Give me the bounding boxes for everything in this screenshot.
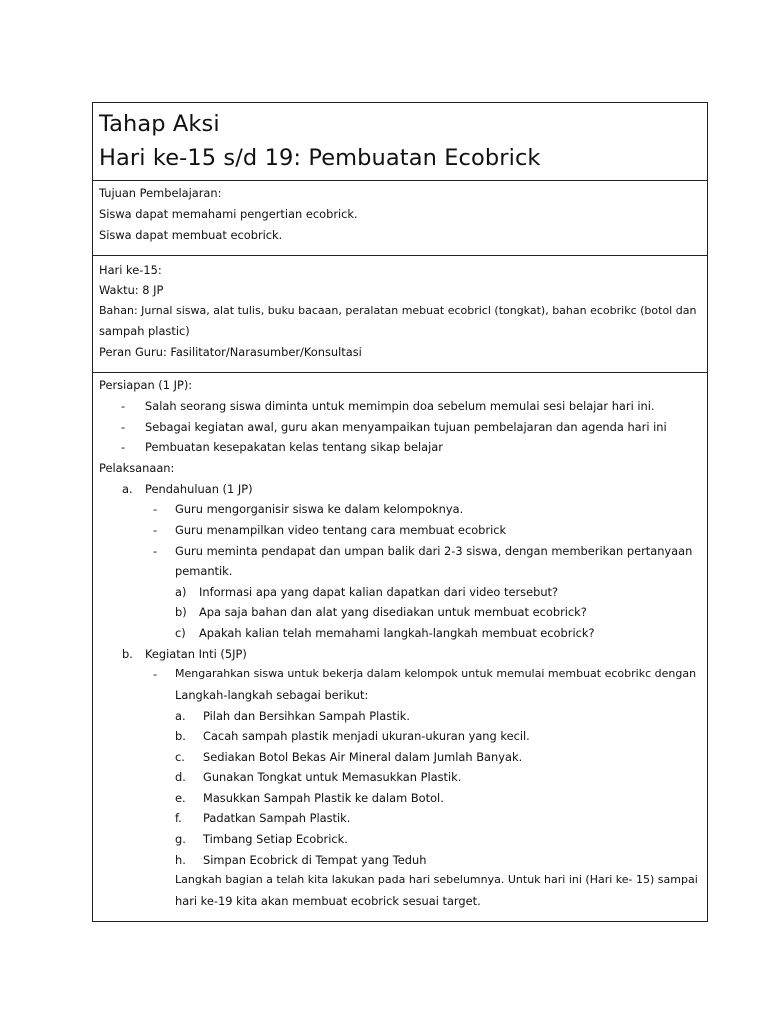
step-item: Timbang Setiap Ecobrick. (203, 832, 348, 846)
prep-item: Salah seorang siswa diminta untuk memimpin doa sebelum memulai sesi belajar hari ini. (145, 399, 655, 413)
list-marker: a. (122, 482, 133, 496)
intro-heading: Pendahuluan (1 JP) (145, 482, 253, 496)
bullet-dash: - (153, 667, 158, 681)
question-marker: c) (175, 626, 186, 640)
prep-item: Pembuatan kesepakatan kelas tentang sikap belajar (145, 440, 443, 454)
objective-item: Siswa dapat membuat ecobrick. (99, 228, 283, 242)
header-section (93, 103, 707, 181)
step-marker: c. (175, 750, 185, 764)
objective-item: Siswa dapat memahami pengertian ecobrick. (99, 207, 358, 221)
bullet-dash: - (121, 440, 126, 454)
intro-item: Guru mengorganisir siswa ke dalam kelompoknya. (175, 502, 464, 516)
stage-title: Tahap Aksi (99, 111, 220, 137)
step-item: Sediakan Botol Bekas Air Mineral dalam Jumlah Banyak. (203, 750, 523, 764)
bullet-dash: - (153, 544, 158, 558)
core-heading: Kegiatan Inti (5JP) (145, 647, 247, 661)
step-item: Gunakan Tongkat untuk Memasukkan Plastik. (203, 770, 462, 784)
step-item: Masukkan Sampah Plastik ke dalam Botol. (203, 791, 444, 805)
intro-item-cont: pemantik. (175, 564, 233, 578)
bullet-dash: - (153, 523, 158, 537)
question-item: Apakah kalian telah memahami langkah-langkah membuat ecobrick? (199, 626, 595, 640)
closing-note-cont: hari ke-19 kita akan membuat ecobrick sesuai target. (175, 894, 481, 908)
prep-heading: Persiapan (1 JP): (99, 378, 193, 392)
step-item: Padatkan Sampah Plastik. (203, 811, 351, 825)
step-marker: f. (175, 811, 182, 825)
day-label: Hari ke-15: (99, 263, 162, 277)
step-marker: b. (175, 729, 186, 743)
objectives-heading: Tujuan Pembelajaran: (99, 186, 222, 200)
step-marker: g. (175, 832, 186, 846)
prep-item: Sebagai kegiatan awal, guru akan menyampaikan tujuan pembelajaran dan agenda hari ini (145, 420, 667, 434)
step-marker: a. (175, 709, 186, 723)
day-range-title: Hari ke-15 s/d 19: Pembuatan Ecobrick (99, 145, 541, 171)
bullet-dash: - (121, 420, 126, 434)
materials-line: Bahan: Jurnal siswa, alat tulis, buku bacaan, peralatan mebuat ecobricl (tongkat), bahan ecobrikc (botol dan (99, 304, 697, 317)
activities-section (93, 373, 707, 923)
info-section (93, 256, 707, 373)
question-marker: a) (175, 585, 187, 599)
materials-line-cont: sampah plastic) (99, 324, 190, 338)
question-item: Informasi apa yang dapat kalian dapatkan dari video tersebut? (199, 585, 559, 599)
step-marker: e. (175, 791, 186, 805)
step-marker: d. (175, 770, 186, 784)
core-item: Mengarahkan siswa untuk bekerja dalam kelompok untuk memulai membuat ecobrikc dengan (175, 667, 697, 680)
step-item: Pilah dan Bersihkan Sampah Plastik. (203, 709, 411, 723)
lesson-plan-table (92, 102, 708, 922)
bullet-dash: - (121, 399, 126, 413)
core-item-cont: Langkah-langkah sebagai berikut: (175, 688, 369, 702)
list-marker: b. (122, 647, 133, 661)
teacher-role: Peran Guru: Fasilitator/Narasumber/Konsultasi (99, 345, 362, 359)
objectives-section (93, 181, 707, 256)
step-item: Simpan Ecobrick di Tempat yang Teduh (203, 853, 427, 867)
closing-note: Langkah bagian a telah kita lakukan pada hari sebelumnya. Untuk hari ini (Hari ke- 15) sampai (175, 873, 698, 886)
step-marker: h. (175, 853, 186, 867)
intro-item: Guru meminta pendapat dan umpan balik dari 2-3 siswa, dengan memberikan pertanyaan (175, 544, 693, 558)
question-item: Apa saja bahan dan alat yang disediakan untuk membuat ecobrick? (199, 605, 587, 619)
time-label: Waktu: 8 JP (99, 283, 164, 297)
implementation-heading: Pelaksanaan: (99, 461, 175, 475)
step-item: Cacah sampah plastik menjadi ukuran-ukuran yang kecil. (203, 729, 530, 743)
intro-item: Guru menampilkan video tentang cara membuat ecobrick (175, 523, 507, 537)
question-marker: b) (175, 605, 187, 619)
bullet-dash: - (153, 502, 158, 516)
